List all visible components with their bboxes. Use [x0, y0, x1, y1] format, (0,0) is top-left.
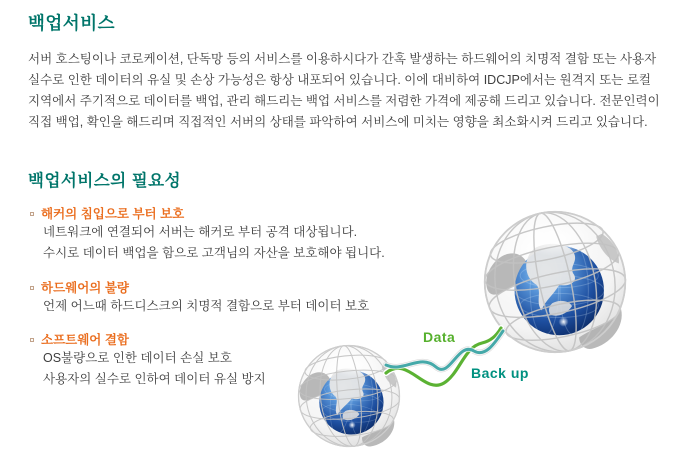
backup-label: Back up	[471, 365, 529, 381]
intro-line: 직접 백업, 확인을 해드리며 직접적인 서버의 상태를 파악하여 서비스에 미치는 영향을 최소화시켜 드리고 있습니다.	[28, 115, 648, 129]
section-line: 네트워크에 연결되어 서버는 해커로 부터 공격 대상됩니다.	[43, 225, 358, 239]
section-heading: 해커의 침입으로 부터 보호	[41, 207, 185, 221]
necessity-section-title: 백업서비스의 필요성	[28, 172, 182, 190]
intro-paragraph	[28, 49, 668, 133]
intro-line: 서버 호스팅이나 코로케이션, 단독망 등의 서비스를 이용하시다가 간혹 발생하는 하드웨어의 치명적 결함 또는 사용자	[28, 52, 657, 66]
small-globe	[290, 330, 415, 460]
intro-line: 실수로 인한 데이터의 유실 및 손상 가능성은 항상 내포되어 있습니다. 이에 대비하여 IDCJP에서는 원격지 또는 로컬	[28, 73, 651, 87]
section-line: 사용자의 실수로 인하여 데이터 유실 방지	[43, 372, 266, 386]
section-line: 언제 어느때 하드디스크의 치명적 결함으로 부터 데이터 보호	[43, 299, 370, 313]
square-bullet-icon	[30, 286, 34, 290]
data-label: Data	[423, 329, 456, 345]
globes-network-graphic	[290, 195, 680, 460]
backup-illustration	[290, 195, 680, 460]
section-heading: 소프트웨어 결함	[41, 333, 129, 347]
square-bullet-icon	[30, 338, 34, 342]
section-line: 수시로 데이터 백업을 함으로 고객님의 자산을 보호해야 됩니다.	[43, 246, 385, 260]
intro-line: 지역에서 주기적으로 데이터를 백업, 관리 해드리는 백업 서비스를 저렴한 가격에 제공해 드리고 있습니다. 전문인력이	[28, 94, 660, 108]
square-bullet-icon	[30, 212, 34, 216]
section-line: OS불량으로 인한 데이터 손실 보호	[43, 351, 232, 365]
page-title: 백업서비스	[28, 13, 116, 33]
section-heading: 하드웨어의 불량	[41, 281, 129, 295]
